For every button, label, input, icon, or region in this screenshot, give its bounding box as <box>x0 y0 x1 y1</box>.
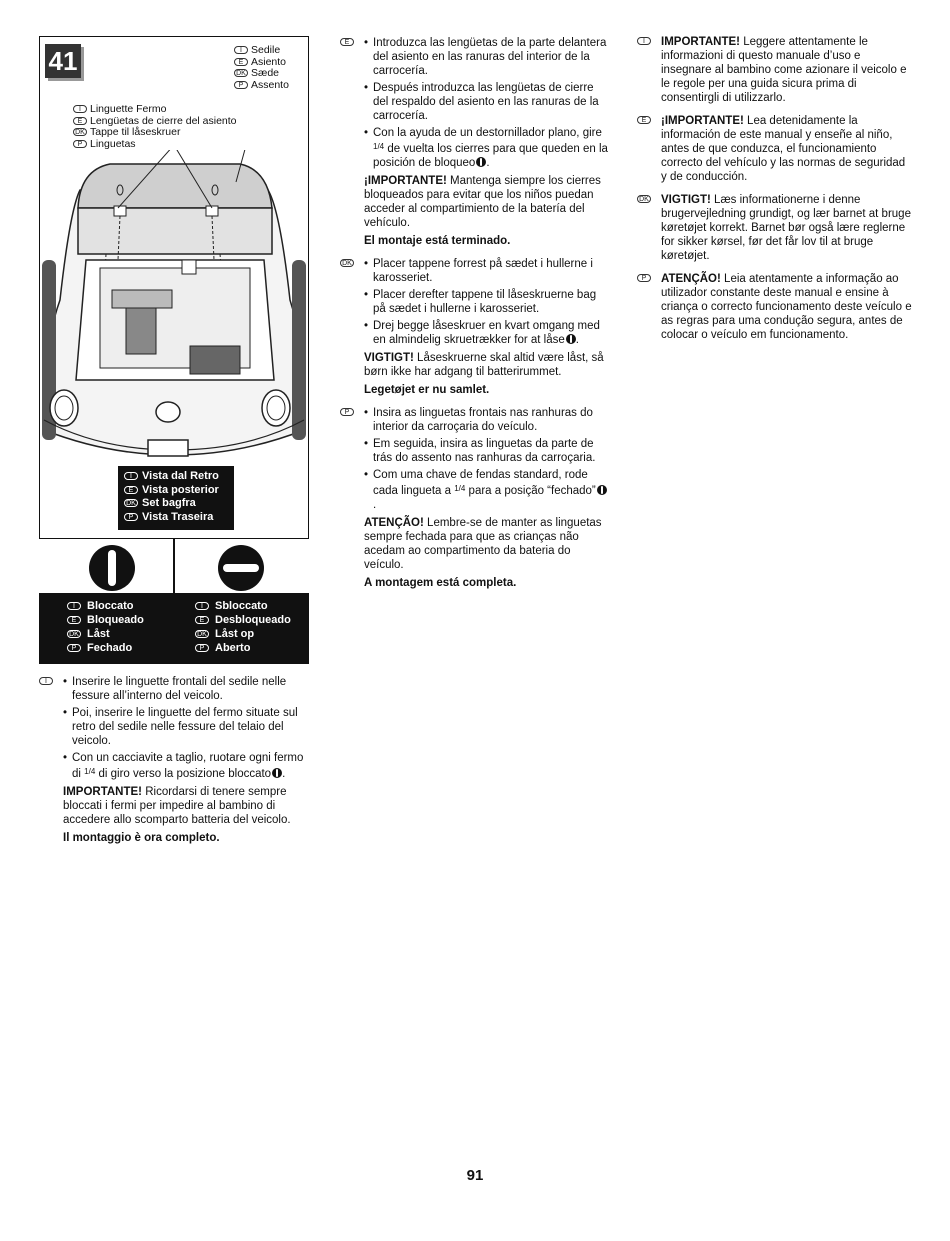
fraction: 1/4 <box>84 767 96 776</box>
tab-label: Linguette Fermo <box>90 103 167 115</box>
view-label: Set bagfra <box>142 497 196 509</box>
locked-labels <box>39 593 173 664</box>
seat-label: Sæde <box>251 67 280 79</box>
tab-label: Tappe til låseskruer <box>90 126 181 138</box>
lang-code-icon: P <box>124 513 138 521</box>
instruction-bullet: • Con un cacciavite a taglio, ruotare ogni fermo di $^{1/4}$ di giro verso la posizione bloccato . <box>63 751 309 781</box>
unlocked-cell <box>175 538 309 664</box>
instruction-bullet: • Placer derefter tappene til låseskruerne bag på sædet i hullerne i karosseriet. <box>364 288 608 316</box>
lang-code-icon: E <box>195 616 209 624</box>
lang-code-icon: I <box>124 472 138 480</box>
note-text: ¡IMPORTANTE! Lea detenidamente la información de este manual y enseñe al niño, antes de que conduzca, el funcionamiento correcto del vehículo y las normas de seguridad y de conducción. <box>661 115 906 183</box>
instruction-bullet: • Em seguida, insira as linguetas da parte de trás do assento nas ranhuras da carroçaria. <box>364 437 608 465</box>
fraction: 1/4 <box>454 484 466 493</box>
instruction-bullet: • Insira as linguetas frontais nas ranhuras do interior da carroçaria do veículo. <box>364 406 608 434</box>
italian-instructions <box>39 675 309 854</box>
lock-icon <box>566 334 576 344</box>
locked-label: Bloqueado <box>87 614 144 626</box>
seat-label-group <box>234 45 289 91</box>
lang-code-icon: P <box>195 644 209 652</box>
note-text: IMPORTANTE! Leggere attentamente le informazioni di questo manuale d’uso e insegnare al bambino come azionare il veicolo e le regole per una guida sicura prima di consentirgli di utilizzarlo. <box>661 36 907 104</box>
lock-position-legend <box>39 538 309 664</box>
lang-code-icon: E <box>234 58 248 66</box>
unlocked-latch-icon <box>175 539 309 594</box>
view-label: Vista posterior <box>142 483 219 496</box>
lang-code-icon: I <box>195 602 209 610</box>
lang-code-icon: DK <box>195 630 209 638</box>
locked-cell <box>39 538 173 664</box>
lang-code-icon: E <box>637 116 651 124</box>
unlocked-icon-area <box>175 538 309 593</box>
tab-label: Linguetas <box>90 137 136 150</box>
lang-code-icon: DK <box>124 499 138 507</box>
locked-latch-icon <box>39 539 173 594</box>
instruction-bullet: • Drej begge låseskruer en kvart omgang med en almindelig skruetrækker for at låse . <box>364 319 608 347</box>
note-portuguese <box>637 272 912 342</box>
note-danish <box>637 193 912 263</box>
lang-code-icon: E <box>67 616 81 624</box>
tab-label-group <box>73 104 237 150</box>
instruction-bullet: • Poi, inserire le linguette del fermo situate sul retro del sedile nelle fessure del telaio del veicolo. <box>63 706 309 748</box>
seat-label: Asiento <box>251 55 287 68</box>
unlocked-label: Sbloccato <box>215 600 268 612</box>
important-note: IMPORTANTE! Ricordarsi di tenere sempre bloccati i fermi per impedire al bambino di accedere allo scomparto batteria del veicolo. <box>63 786 291 826</box>
vehicle-rear-illustration <box>40 150 308 470</box>
lang-code-icon: I <box>73 105 87 113</box>
lang-code-icon: DK <box>340 259 354 267</box>
instruction-bullet: • Después introduzca las lengüetas de cierre del respaldo del asiento en las ranuras de la carrocería. <box>364 81 608 123</box>
view-label: Vista Traseira <box>142 510 214 523</box>
completion-text: A montagem está completa. <box>364 577 517 589</box>
unlocked-label: Aberto <box>215 642 251 654</box>
spanish-instructions <box>340 36 608 248</box>
lang-code-icon: DK <box>234 69 248 77</box>
lang-code-icon: P <box>340 408 354 416</box>
middle-column <box>340 36 608 599</box>
lang-code-icon: P <box>637 274 651 282</box>
lang-code-icon: P <box>73 140 87 148</box>
view-label-box <box>118 466 234 530</box>
instruction-bullet: • Placer tappene forrest på sædet i hullerne i karosseriet. <box>364 257 608 285</box>
lang-code-icon: DK <box>67 630 81 638</box>
important-note: ¡IMPORTANTE! Mantenga siempre los cierres bloqueados para evitar que los niños puedan acceder al compartimiento de la batería del vehículo. <box>364 175 601 229</box>
instruction-bullet: • Inserire le linguette frontali del sedile nelle fessure all’interno del veicolo. <box>63 675 309 703</box>
lock-icon <box>272 768 282 778</box>
lang-code-icon: P <box>67 644 81 652</box>
important-note: VIGTIGT! Låseskruerne skal altid være låst, så børn ikke har adgang til batterirummet. <box>364 352 604 378</box>
lang-code-icon: E <box>73 117 87 125</box>
lang-code-icon: DK <box>73 128 87 136</box>
lock-icon <box>597 485 607 495</box>
note-text: VIGTIGT! Læs informationerne i denne brugervejledning grundigt, og lær barnet at bruge køretøjet korrekt. Barnet bør også lære reglerne for sikker kørsel, før det får lov til at bruge køretøjet. <box>661 194 911 262</box>
lang-code-icon: P <box>234 81 248 89</box>
lang-code-icon: I <box>234 46 248 54</box>
completion-text: Legetøjet er nu samlet. <box>364 384 490 396</box>
seat-label: Assento <box>251 78 289 91</box>
page-number: 91 <box>466 1167 484 1184</box>
lang-code-icon: E <box>124 486 138 494</box>
right-column-notes <box>637 35 912 351</box>
portuguese-instructions <box>340 406 608 590</box>
instruction-bullet: • Introduzca las lengüetas de la parte delantera del asiento en las ranuras del interior de la carrocería. <box>364 36 608 78</box>
lang-code-icon: I <box>637 37 651 45</box>
unlocked-labels <box>175 593 309 664</box>
completion-text: El montaje está terminado. <box>364 235 511 247</box>
important-note: ATENÇÃO! Lembre-se de manter as linguetas sempre fechada para que as crianças não acedam ao compartimento da bateria do veículo. <box>364 517 602 571</box>
locked-label: Bloccato <box>87 600 134 612</box>
lang-code-icon: DK <box>637 195 651 203</box>
lang-code-icon: E <box>340 38 354 46</box>
locked-icon-area <box>39 538 173 593</box>
unlocked-label: Desbloqueado <box>215 614 291 626</box>
instruction-bullet: • Com uma chave de fendas standard, rode cada lingueta a $^{1/4}$ para a posição “fechado”. <box>364 468 608 512</box>
unlocked-label: Låst op <box>215 628 255 640</box>
step-number-badge: 41 <box>45 44 81 78</box>
locked-label: Låst <box>87 628 110 640</box>
tab-label: Lengüetas de cierre del asiento <box>90 114 237 127</box>
locked-label: Fechado <box>87 642 133 654</box>
view-label: Vista dal Retro <box>142 470 219 482</box>
instruction-bullet: • Con la ayuda de un destornillador plano, gire $^{1/4}$ de vuelta los cierres para que queden en la posición de bloqueo . <box>364 126 608 170</box>
note-spanish <box>637 114 912 184</box>
danish-instructions <box>340 257 608 397</box>
completion-text: Il montaggio è ora completo. <box>63 832 220 844</box>
note-italian <box>637 35 912 105</box>
note-text: ATENÇÃO! Leia atentamente a informação ao utilizador constante deste manual e ensine à criança o correcto funcionamento deste veículo e as regras para uma condução segura, antes de colocar o veículo em funcionamento. <box>661 273 912 341</box>
lang-code-icon: I <box>39 677 53 685</box>
lang-code-icon: I <box>67 602 81 610</box>
lock-icon <box>476 157 486 167</box>
fraction: 1/4 <box>373 142 385 151</box>
seat-label: Sedile <box>251 44 281 56</box>
